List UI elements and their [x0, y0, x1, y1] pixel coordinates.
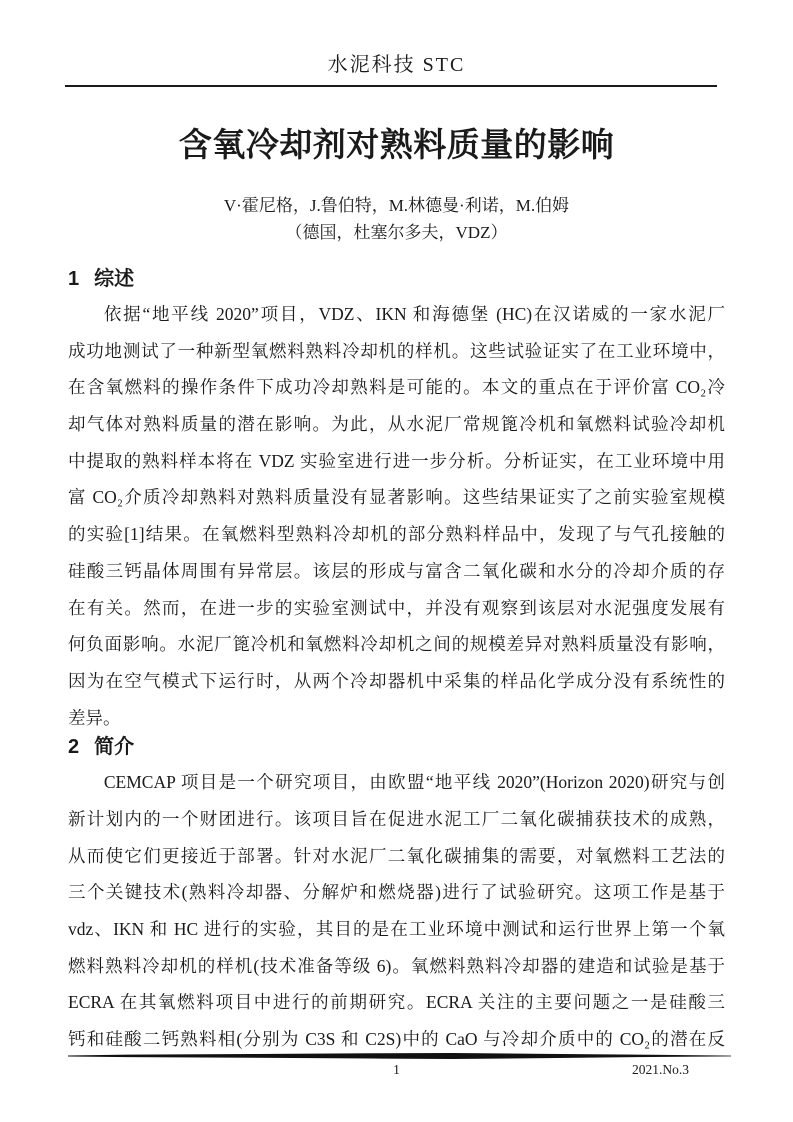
text-line: 燃料熟料冷却机的样机(技术准备等级 6)。氧燃料熟料冷却器的建造和试验是基于 [68, 955, 725, 976]
section-number: 2 [68, 736, 80, 759]
text-line: 富 CO₂介质冷却熟料对熟料质量没有显著影响。这些结果证实了之前实验室规模 [68, 487, 725, 508]
section-overview-body [68, 296, 725, 736]
text-line: 新计划内的一个财团进行。该项目旨在促进水泥工厂二氧化碳捕获技术的成熟， [68, 808, 725, 829]
text-line: 硅酸三钙晶体周围有异常层。该层的形成与富含二氧化碳和水分的冷却介质的存 [68, 560, 725, 581]
section-title: 简介 [94, 736, 135, 759]
issue-label: 2021.No.3 [632, 1062, 689, 1077]
text-line: 的实验[1]结果。在氧燃料型熟料冷却机的部分熟料样品中，发现了与气孔接触的 [68, 524, 725, 545]
text-line: 却气体对熟料质量的潜在影响。为此，从水泥厂常规篦冷机和氧燃料试验冷却机 [68, 414, 725, 435]
page-number: 1 [393, 1062, 400, 1077]
section-introduction-body [68, 764, 725, 1058]
author-list: V·霍尼格，J.鲁伯特，M.林德曼·利诺，M.伯姆 [223, 196, 570, 215]
page-footer [0, 1053, 793, 1093]
header-divider [65, 85, 717, 87]
section-heading-overview [68, 264, 725, 294]
text-line: 依据“地平线 2020”项目，VDZ、IKN 和海德堡 (HC)在汉诺威的一家水泥厂 [103, 304, 725, 324]
section-number: 1 [68, 268, 80, 290]
text-line: 在有关。然而，在进一步的实验室测试中，并没有观察到该层对水泥强度发展有 [68, 597, 725, 618]
text-line: 三个关键技术(熟料冷却器、分解炉和燃烧器)进行了试验研究。这项工作是基于 [68, 882, 725, 903]
text-line: 成功地测试了一种新型氧燃料熟料冷却机的样机。这些试验证实了在工业环境中， [68, 340, 725, 361]
text-line: 钙和硅酸二钙熟料相(分别为 C3S 和 C2S)中的 CaO 与冷却介质中的 CO₂的潜在反 [68, 1029, 725, 1050]
text-line: ECRA 在其氧燃料项目中进行的前期研究。ECRA 关注的主要问题之一是硅酸三 [68, 992, 725, 1013]
text-line: 因为在空气模式下运行时，从两个冷却器机中采集的样品化学成分没有系统性的 [68, 670, 725, 691]
article-title: 含氧冷却剂对熟料质量的影响 [178, 126, 615, 163]
section-title: 综述 [94, 268, 135, 290]
text-line: 中提取的熟料样本将在 VDZ 实验室进行进一步分析。分析证实，在工业环境中用 [68, 450, 725, 471]
text-line: 在含氧燃料的操作条件下成功冷却熟料是可能的。本文的重点在于评价富 CO₂冷 [68, 377, 725, 398]
footer-divider [68, 1053, 731, 1059]
journal-name: 水泥科技 STC [327, 54, 466, 76]
text-line: vdz、IKN 和 HC 进行的实验，其目的是在工业环境中测试和运行世界上第一个氧 [68, 919, 725, 939]
text-line: 差异。 [68, 707, 121, 728]
author-affiliation: （德国，杜塞尔多夫，VDZ） [285, 223, 508, 242]
text-line: 何负面影响。水泥厂篦冷机和氧燃料冷却机之间的规模差异对熟料质量没有影响， [68, 634, 725, 655]
section-heading-introduction [68, 732, 725, 762]
text-line: 从而使它们更接近于部署。针对水泥厂二氧化碳捕集的需要，对氧燃料工艺法的 [68, 845, 725, 866]
text-line: CEMCAP 项目是一个研究项目，由欧盟“地平线 2020”(Horizon 2020)研究与创 [103, 772, 725, 793]
